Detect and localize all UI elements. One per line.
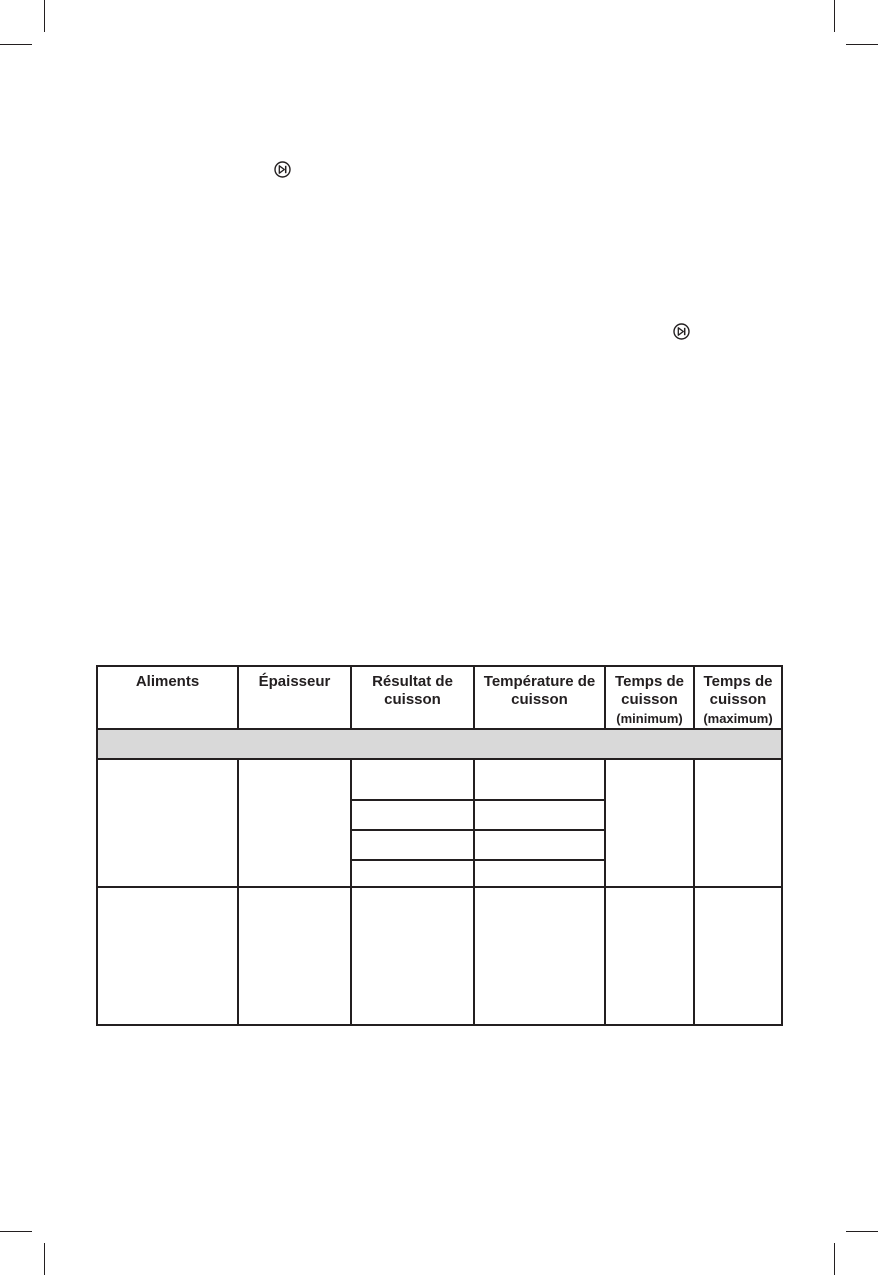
crop-mark <box>0 44 32 45</box>
table-section-row <box>97 729 782 759</box>
header-sub-label: (maximum) <box>703 711 773 726</box>
header-label: Résultat de cuisson <box>372 673 453 708</box>
crop-mark <box>834 0 835 32</box>
table-cell <box>97 887 238 1025</box>
table-cell <box>351 887 474 1025</box>
table-cell <box>474 887 605 1025</box>
header-aliments <box>97 666 238 729</box>
header-label: Épaisseur <box>258 673 331 690</box>
header-sub-label: (minimum) <box>616 711 683 726</box>
table-cell <box>474 830 605 860</box>
crop-mark <box>0 1231 32 1232</box>
table-cell <box>694 887 782 1025</box>
skip-play-pause-icon <box>274 161 291 178</box>
header-temps-minimum <box>605 666 694 729</box>
table-cell <box>238 887 351 1025</box>
header-resultat-de-cuisson <box>351 666 474 729</box>
crop-mark <box>44 1243 45 1275</box>
header-label: Temps de cuisson <box>703 673 773 708</box>
table-cell <box>351 860 474 887</box>
table-cell <box>474 800 605 830</box>
table-header-row <box>97 666 782 729</box>
table-cell <box>605 759 694 887</box>
table-cell <box>474 759 605 800</box>
table-cell <box>351 830 474 860</box>
crop-mark <box>834 1243 835 1275</box>
table-cell <box>238 759 351 887</box>
table-cell <box>694 759 782 887</box>
table-cell <box>351 800 474 830</box>
header-temperature-de-cuisson <box>474 666 605 729</box>
table-cell <box>97 759 238 887</box>
cooking-table <box>96 665 783 1026</box>
table-row <box>97 887 782 1025</box>
header-label: Temps de cuisson <box>615 673 684 708</box>
crop-mark <box>846 44 878 45</box>
section-cell <box>97 729 782 759</box>
skip-play-pause-icon <box>673 323 690 340</box>
table-row <box>97 759 782 800</box>
table-cell <box>474 860 605 887</box>
table-cell <box>605 887 694 1025</box>
crop-mark <box>846 1231 878 1232</box>
header-epaisseur <box>238 666 351 729</box>
header-label: Aliments <box>135 673 200 690</box>
header-label: Température de cuisson <box>483 673 596 708</box>
header-temps-maximum <box>694 666 782 729</box>
crop-mark <box>44 0 45 32</box>
table-cell <box>351 759 474 800</box>
